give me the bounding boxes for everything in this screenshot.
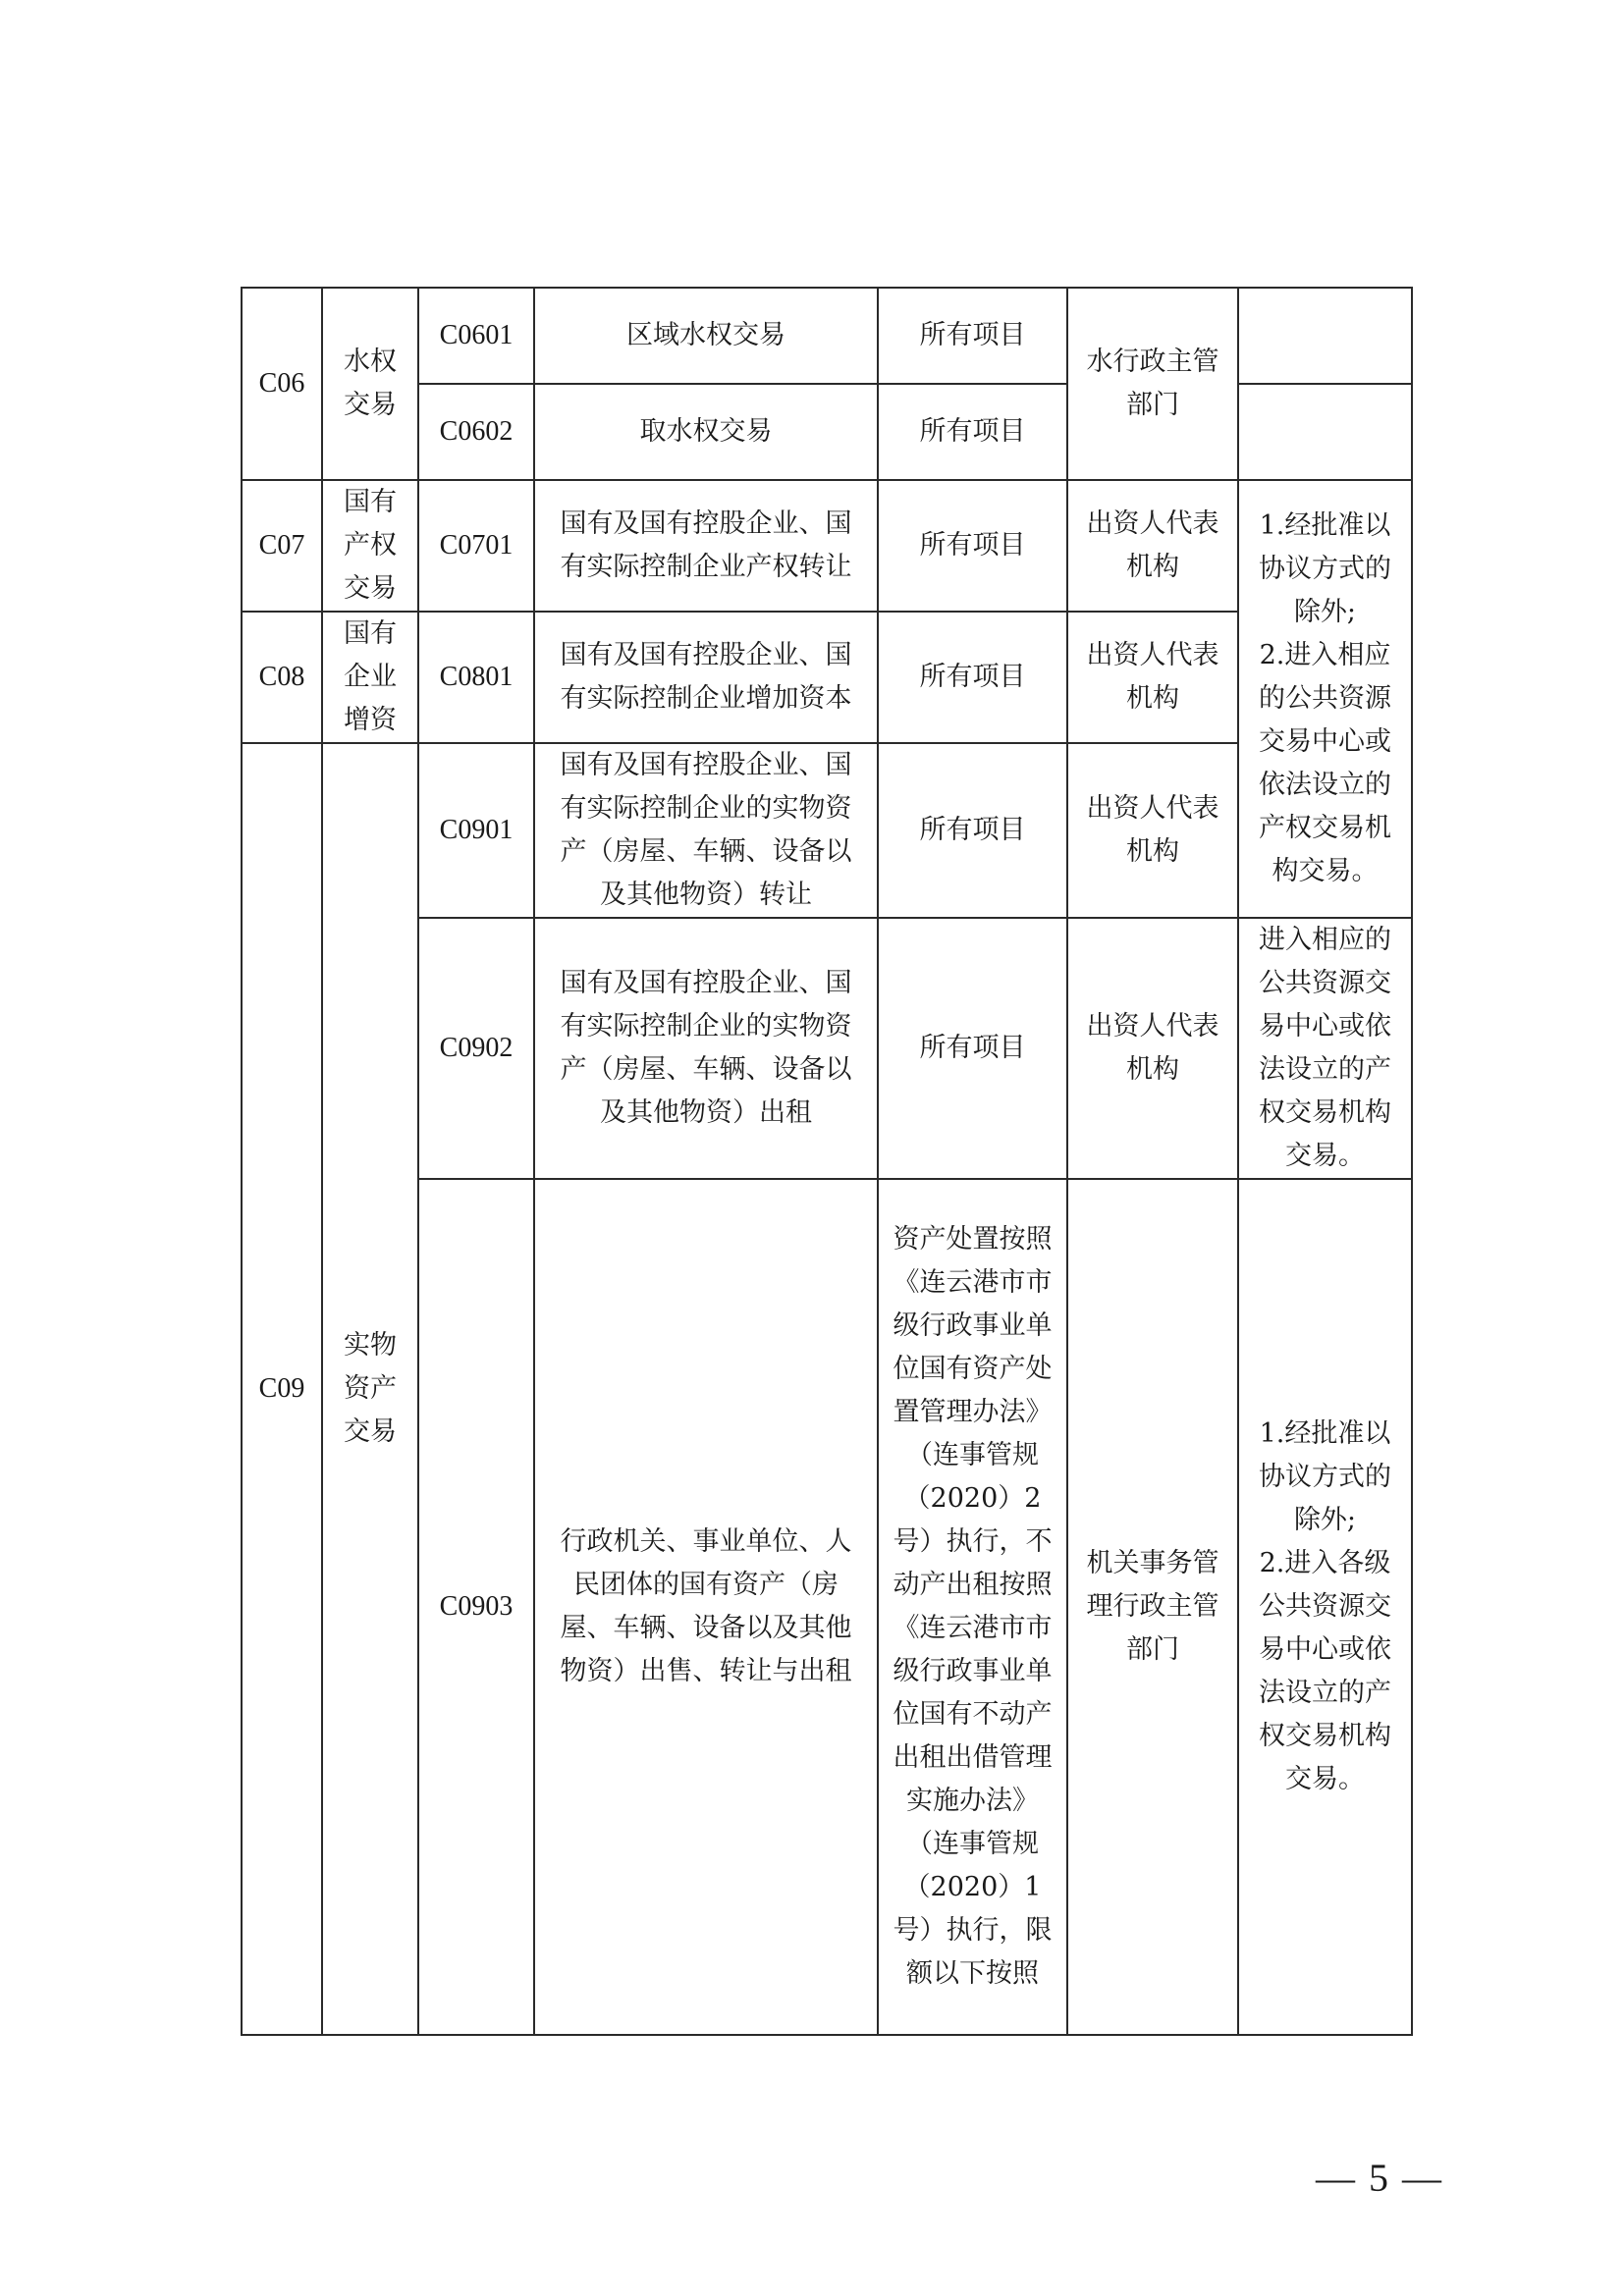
- item-scope: 所有项目: [878, 288, 1067, 384]
- category-name: 实物 资产 交易: [322, 743, 418, 2035]
- supervising-dept: 机关事务管理行政主管部门: [1067, 1179, 1238, 2035]
- item-note: [1238, 288, 1412, 384]
- supervising-dept: 出资人代表机构: [1067, 612, 1238, 743]
- category-name: 水权 交易: [322, 288, 418, 480]
- supervising-dept: 水行政主管部门: [1067, 288, 1238, 480]
- item-name: 国有及国有控股企业、国有实际控制企业的实物资产（房屋、车辆、设备以及其他物资）出租: [534, 918, 878, 1179]
- item-code: C0701: [418, 480, 534, 612]
- item-name: 区域水权交易: [534, 288, 878, 384]
- item-name: 国有及国有控股企业、国有实际控制企业产权转让: [534, 480, 878, 612]
- item-note: [1238, 384, 1412, 480]
- item-code: C0903: [418, 1179, 534, 2035]
- item-name: 国有及国有控股企业、国有实际控制企业增加资本: [534, 612, 878, 743]
- item-name: 国有及国有控股企业、国有实际控制企业的实物资产（房屋、车辆、设备以及其他物资）转让: [534, 743, 878, 918]
- supervising-dept: 出资人代表机构: [1067, 480, 1238, 612]
- item-note: 进入相应的公共资源交易中心或依法设立的产权交易机构交易。: [1238, 918, 1412, 1179]
- supervising-dept: 出资人代表机构: [1067, 918, 1238, 1179]
- item-scope: 所有项目: [878, 743, 1067, 918]
- item-code: C0901: [418, 743, 534, 918]
- item-note: 1.经批准以协议方式的除外; 2.进入相应的公共资源交易中心或依法设立的产权交易机构交易。: [1238, 480, 1412, 918]
- supervising-dept: 出资人代表机构: [1067, 743, 1238, 918]
- item-scope: 资产处置按照《连云港市市级行政事业单位国有资产处置管理办法》（连事管规（2020）2号）执行，不动产出租按照《连云港市市级行政事业单位国有不动产出租出借管理实施办法》（连事管规（2020）1号）执行，限额以下按照: [878, 1179, 1067, 2035]
- category-code: C08: [242, 612, 322, 743]
- item-code: C0602: [418, 384, 534, 480]
- table-row: [242, 288, 1412, 384]
- trading-catalog-table: [241, 287, 1413, 2036]
- category-name: 国有 产权 交易: [322, 480, 418, 612]
- category-code: C07: [242, 480, 322, 612]
- item-scope: 所有项目: [878, 480, 1067, 612]
- item-scope: 所有项目: [878, 612, 1067, 743]
- item-scope: 所有项目: [878, 918, 1067, 1179]
- item-code: C0601: [418, 288, 534, 384]
- item-name: 行政机关、事业单位、人民团体的国有资产（房屋、车辆、设备以及其他物资）出售、转让与出租: [534, 1179, 878, 2035]
- item-code: C0801: [418, 612, 534, 743]
- category-code: C06: [242, 288, 322, 480]
- category-name: 国有 企业 增资: [322, 612, 418, 743]
- item-scope: 所有项目: [878, 384, 1067, 480]
- table-row: [242, 743, 1412, 918]
- item-name: 取水权交易: [534, 384, 878, 480]
- table-row: [242, 480, 1412, 612]
- table-row: [242, 612, 1412, 743]
- item-note: 1.经批准以协议方式的除外; 2.进入各级公共资源交易中心或依法设立的产权交易机构交易。: [1238, 1179, 1412, 2035]
- category-code: C09: [242, 743, 322, 2035]
- item-code: C0902: [418, 918, 534, 1179]
- page-number: — 5 —: [1316, 2156, 1443, 2200]
